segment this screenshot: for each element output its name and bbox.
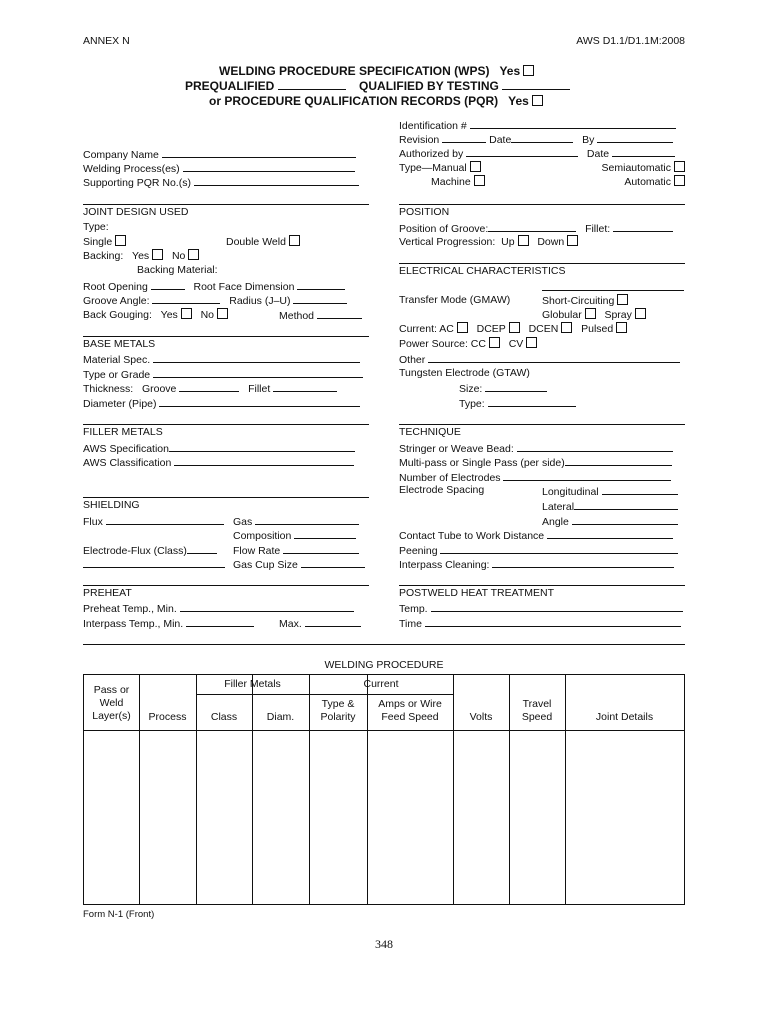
standard-label: AWS D1.1/D1.1M:2008	[576, 35, 685, 47]
spray-checkbox[interactable]	[635, 308, 646, 319]
angle-row: Angle	[542, 514, 678, 529]
col-travel-speed: Travel Speed	[521, 698, 553, 723]
pwht-time-row: Time	[399, 616, 681, 631]
dcep-checkbox[interactable]	[509, 322, 520, 333]
pwht-time-field[interactable]	[425, 616, 681, 627]
single-row: Single	[83, 235, 126, 249]
gas-field[interactable]	[255, 514, 359, 525]
preheat-temp-field[interactable]	[180, 601, 354, 612]
col-process: Process	[148, 711, 187, 723]
base-metals-rule	[83, 336, 369, 337]
peening-row: Peening	[399, 543, 678, 558]
company-name-row: Company Name	[83, 147, 356, 162]
form-label: Form N-1 (Front)	[83, 909, 155, 920]
composition-row: Composition	[233, 528, 356, 543]
max-row: Max.	[279, 616, 361, 631]
manual-checkbox[interactable]	[470, 161, 481, 172]
composition-field[interactable]	[294, 528, 356, 539]
electrical-blank-field[interactable]	[542, 280, 684, 291]
flux-field[interactable]	[106, 514, 224, 525]
page-number: 348	[375, 937, 393, 951]
prequalified-field[interactable]	[278, 79, 346, 90]
peening-field[interactable]	[440, 543, 678, 554]
col-current: Current	[363, 678, 399, 690]
pwht-temp-field[interactable]	[431, 601, 683, 612]
pwht-temp-row: Temp.	[399, 601, 683, 616]
technique-rule	[399, 424, 685, 425]
filler-metals-heading: FILLER METALS	[83, 426, 163, 438]
col-filler-metals: Filler Metals	[224, 678, 281, 690]
by-field[interactable]	[597, 132, 673, 143]
revision-field[interactable]	[442, 132, 486, 143]
electrodes-row: Number of Electrodes	[399, 470, 671, 485]
longitudinal-field[interactable]	[602, 484, 678, 495]
wps-yes-checkbox[interactable]	[523, 65, 534, 76]
multipass-row: Multi-pass or Single Pass (per side)	[399, 455, 672, 470]
position-fillet-field[interactable]	[613, 221, 673, 232]
backing-no-checkbox[interactable]	[188, 249, 199, 260]
globular-checkbox[interactable]	[585, 308, 596, 319]
col-diam: Diam.	[266, 711, 295, 723]
gas-row: Gas	[233, 514, 359, 529]
short-circuiting-row: Short-Circuiting	[542, 294, 628, 308]
position-rule	[399, 204, 685, 205]
supporting-pqr-field[interactable]	[194, 175, 359, 186]
back-gouging-row: Back Gouging: Yes No	[83, 308, 228, 322]
multipass-field[interactable]	[565, 455, 672, 466]
tungsten-size-row: Size:	[459, 381, 547, 396]
tungsten-label: Tungsten Electrode (GTAW)	[399, 367, 530, 379]
technique-heading: TECHNIQUE	[399, 426, 461, 438]
filler-rule	[83, 424, 369, 425]
radius-field[interactable]	[293, 293, 347, 304]
type-grade-row: Type or Grade	[83, 367, 363, 382]
semiautomatic-checkbox[interactable]	[674, 161, 685, 172]
shielding-heading: SHIELDING	[83, 499, 140, 511]
identification-field[interactable]	[470, 118, 676, 129]
welding-process-row: Welding Process(es)	[83, 161, 355, 176]
aws-class-row: AWS Classification	[83, 455, 354, 470]
electrode-flux-blank-field[interactable]	[83, 557, 225, 568]
pqr-yes-checkbox[interactable]	[532, 95, 543, 106]
col-amps: Amps or Wire Feed Speed	[378, 698, 442, 723]
method-row: Method	[279, 308, 362, 323]
ac-checkbox[interactable]	[457, 322, 468, 333]
interpass-cleaning-row: Interpass Cleaning:	[399, 557, 674, 572]
title-line-2: PREQUALIFIED QUALIFIED BY TESTING	[185, 79, 570, 94]
max-field[interactable]	[305, 616, 361, 627]
diameter-field[interactable]	[159, 396, 360, 407]
position-groove-field[interactable]	[488, 221, 576, 232]
company-name-field[interactable]	[162, 147, 356, 158]
machine-row: Machine	[431, 175, 485, 189]
vertical-progression-row: Vertical Progression: Up Down	[399, 235, 578, 249]
thickness-fillet-field[interactable]	[273, 381, 337, 392]
col-pass: Pass or Weld Layer(s)	[92, 684, 131, 722]
procedure-heading: WELDING PROCEDURE	[324, 659, 444, 671]
contact-tube-field[interactable]	[547, 528, 673, 539]
position-heading: POSITION	[399, 206, 450, 218]
preheat-heading: PREHEAT	[83, 587, 132, 599]
root-opening-row: Root Opening Root Face Dimension	[83, 279, 345, 294]
material-spec-field[interactable]	[153, 352, 360, 363]
flow-rate-row: Flow Rate	[233, 543, 359, 558]
col-volts: Volts	[469, 711, 493, 723]
thickness-groove-field[interactable]	[179, 381, 239, 392]
cc-checkbox[interactable]	[489, 337, 500, 348]
title-line-3: or PROCEDURE QUALIFICATION RECORDS (PQR) Yes	[209, 94, 543, 109]
single-checkbox[interactable]	[115, 235, 126, 246]
pwht-heading: POSTWELD HEAT TREATMENT	[399, 587, 554, 599]
power-source-row: Power Source: CC CV	[399, 337, 537, 351]
double-weld-checkbox[interactable]	[289, 235, 300, 246]
gas-cup-row: Gas Cup Size	[233, 557, 365, 572]
other-row: Other	[399, 352, 680, 367]
interpass-temp-field[interactable]	[186, 616, 254, 627]
short-circuiting-checkbox[interactable]	[617, 294, 628, 305]
stringer-row: Stringer or Weave Bead:	[399, 441, 673, 456]
gas-cup-field[interactable]	[301, 557, 365, 568]
longitudinal-row: Longitudinal	[542, 484, 678, 499]
lateral-row: Lateral	[542, 499, 678, 514]
transfer-mode-label: Transfer Mode (GMAW)	[399, 294, 511, 306]
automatic-checkbox[interactable]	[674, 175, 685, 186]
electrical-blank-row	[399, 280, 684, 295]
up-checkbox[interactable]	[518, 235, 529, 246]
aws-class-field[interactable]	[174, 455, 354, 466]
method-field[interactable]	[317, 308, 362, 319]
angle-field[interactable]	[572, 514, 678, 525]
double-weld-row: Double Weld	[226, 235, 300, 249]
contact-tube-row: Contact Tube to Work Distance	[399, 528, 673, 543]
groove-angle-row: Groove Angle: Radius (J–U)	[83, 293, 347, 308]
col-type-polarity: Type & Polarity	[320, 698, 356, 723]
joint-design-heading: JOINT DESIGN USED	[83, 206, 189, 218]
preheat-temp-row: Preheat Temp., Min.	[83, 601, 354, 616]
electrodes-field[interactable]	[503, 470, 671, 481]
position-groove-row: Position of Groove: Fillet:	[399, 221, 673, 236]
electrical-rule	[399, 263, 685, 264]
authorized-by-field[interactable]	[466, 146, 578, 157]
groove-angle-field[interactable]	[152, 293, 220, 304]
pwht-rule	[399, 585, 685, 586]
shielding-rule	[83, 497, 369, 498]
electrode-flux-row: Electrode-Flux (Class)	[83, 543, 217, 558]
electrical-heading: ELECTRICAL CHARACTERISTICS	[399, 265, 566, 277]
flow-rate-field[interactable]	[283, 543, 359, 554]
title-line-1: WELDING PROCEDURE SPECIFICATION (WPS) Yes	[219, 64, 534, 79]
procedure-table	[83, 674, 685, 905]
annex-label: ANNEX N	[83, 35, 130, 47]
cv-checkbox[interactable]	[526, 337, 537, 348]
col-joint-details: Joint Details	[595, 711, 654, 723]
welding-process-field[interactable]	[183, 161, 355, 172]
preheat-rule	[83, 585, 369, 586]
diameter-row: Diameter (Pipe)	[83, 396, 360, 411]
electrode-flux-blank-row	[83, 557, 225, 572]
tungsten-size-field[interactable]	[485, 381, 547, 392]
tungsten-type-row: Type:	[459, 396, 576, 411]
other-field[interactable]	[428, 352, 680, 363]
globular-spray-row: Globular Spray	[542, 308, 646, 322]
root-face-field[interactable]	[297, 279, 345, 290]
revision-date-field[interactable]	[511, 132, 573, 143]
qualified-testing-field[interactable]	[502, 79, 570, 90]
joint-type-label: Type:	[83, 221, 109, 233]
aws-spec-field[interactable]	[169, 441, 355, 452]
revision-row: Revision Date By	[399, 132, 673, 147]
tungsten-type-field[interactable]	[488, 396, 576, 407]
gouging-no-checkbox[interactable]	[217, 308, 228, 319]
automatic-row: Automatic	[624, 175, 685, 189]
authorized-row: Authorized by Date	[399, 146, 675, 161]
spacing-label: Electrode Spacing	[399, 484, 485, 496]
supporting-pqr-row: Supporting PQR No.(s)	[83, 175, 359, 190]
backing-yes-checkbox[interactable]	[152, 249, 163, 260]
procedure-rule	[83, 644, 685, 645]
backing-material-label: Backing Material:	[137, 264, 218, 276]
machine-checkbox[interactable]	[474, 175, 485, 186]
lateral-field[interactable]	[574, 499, 678, 510]
root-opening-field[interactable]	[151, 279, 185, 290]
aws-spec-row: AWS Specification	[83, 441, 355, 456]
material-spec-row: Material Spec.	[83, 352, 360, 367]
pulsed-checkbox[interactable]	[616, 322, 627, 333]
electrode-flux-field[interactable]	[187, 543, 217, 554]
stringer-field[interactable]	[517, 441, 673, 452]
down-checkbox[interactable]	[567, 235, 578, 246]
interpass-cleaning-field[interactable]	[492, 557, 674, 568]
identification-row: Identification #	[399, 118, 676, 133]
backing-row: Backing: Yes No	[83, 249, 199, 263]
authorized-date-field[interactable]	[612, 146, 675, 157]
col-class: Class	[210, 711, 238, 723]
base-metals-heading: BASE METALS	[83, 338, 156, 350]
joint-design-rule	[83, 204, 369, 205]
interpass-temp-row: Interpass Temp., Min.	[83, 616, 254, 631]
thickness-row: Thickness: Groove Fillet	[83, 381, 337, 396]
type-grade-field[interactable]	[153, 367, 363, 378]
dcen-checkbox[interactable]	[561, 322, 572, 333]
current-row: Current: AC DCEP DCEN Pulsed	[399, 322, 627, 336]
flux-row: Flux	[83, 514, 224, 529]
semiautomatic-row: Semiautomatic	[602, 161, 685, 175]
type-manual-row: Type—Manual	[399, 161, 481, 175]
gouging-yes-checkbox[interactable]	[181, 308, 192, 319]
